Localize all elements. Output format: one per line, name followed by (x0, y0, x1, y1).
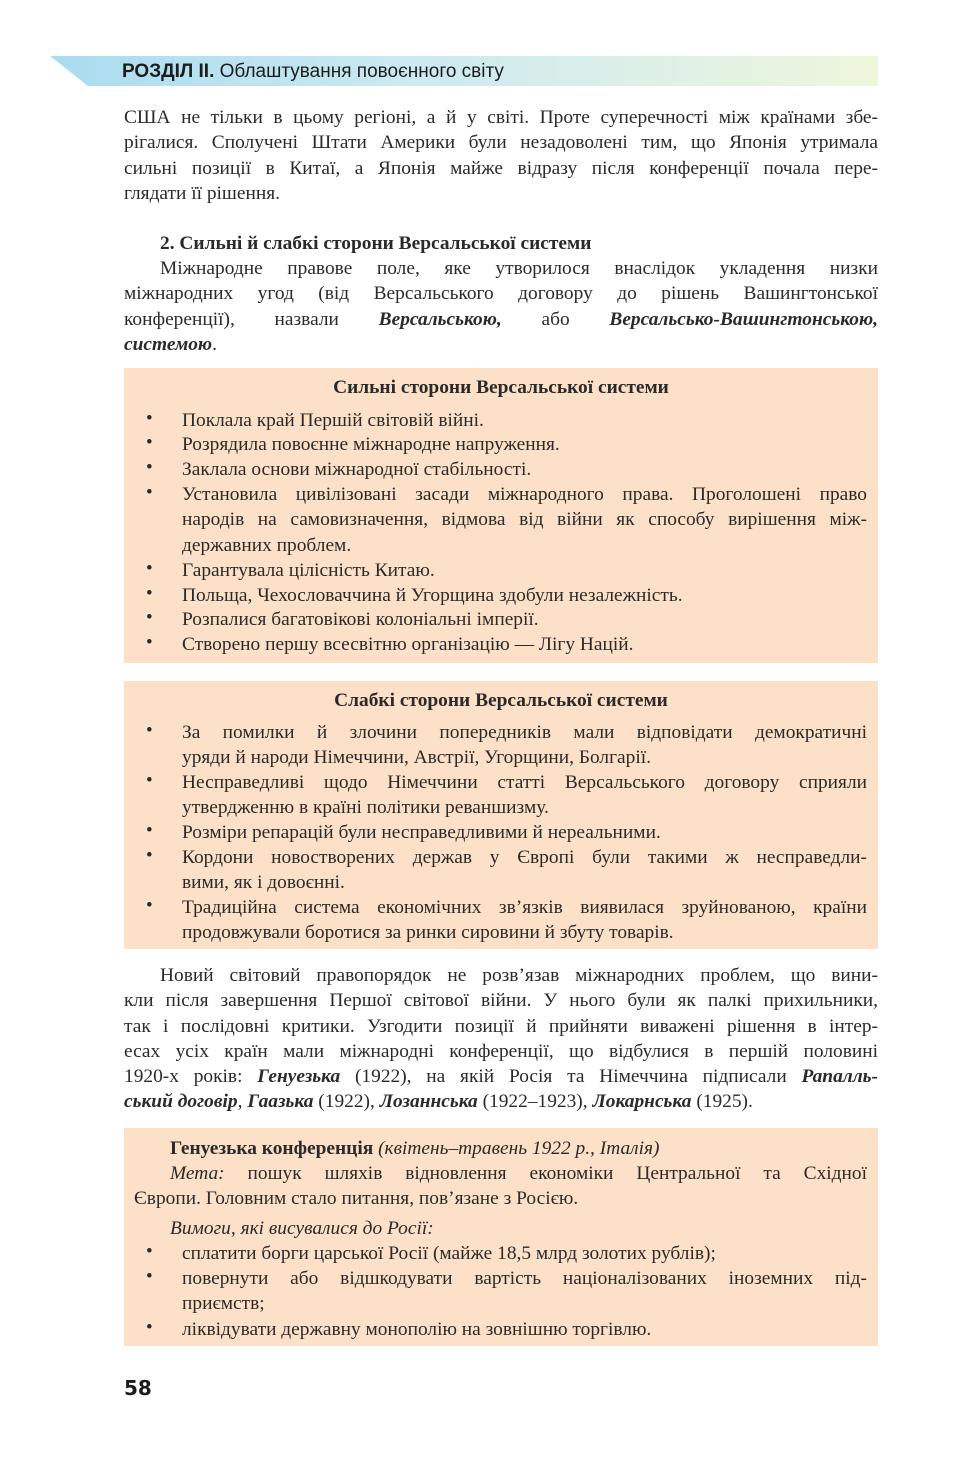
list-item-text (182, 482, 867, 558)
bullet-icon: • (146, 820, 153, 841)
text-line: міжнародних угод (від Версальського договору до рішень Вашингтонської (124, 283, 878, 305)
text-fragment: 1920-х років: (124, 1066, 258, 1088)
term-versailles: Версальською, (378, 308, 502, 330)
bullet-icon: • (146, 558, 153, 579)
page-number: 58 (124, 1376, 152, 1400)
text-line: кли після завершення Першої світової війни. У нього були як палкі прихильники, (124, 990, 878, 1012)
bullet-icon: • (146, 845, 153, 866)
text-fragment: або (501, 308, 610, 330)
list-item-text: ліквідувати державну монополію на зовнішню торгівлю. (182, 1319, 652, 1340)
bullet-icon: • (146, 632, 153, 653)
list-item-text: Гарантувала цілісність Китаю. (182, 560, 435, 581)
section-title: Облаштування повоєнного світу (219, 61, 504, 82)
text-line: продовжували боротися за ринки сировини й збуту товарів. (182, 922, 674, 944)
genoa-goal (134, 1161, 867, 1212)
genoa-title-note: (квітень–травень 1922 р., Італія) (378, 1138, 660, 1159)
text-line: вими, як і довоєнні. (182, 872, 345, 894)
list-item-text: Розрядила повоєнне міжнародне напруження. (182, 434, 560, 455)
bullet-icon: • (146, 720, 153, 741)
text-line: есах усіх країн мали міжнародні конференції, що відбулися в першій половині (124, 1040, 878, 1062)
text-line (124, 307, 878, 332)
term-versailles-washington: Версальсько-Вашингтонською, (609, 308, 878, 330)
text-fragment: (1922–1923), (477, 1091, 593, 1113)
demands-label-text: Вимоги, які висувалися до Росії: (170, 1218, 434, 1239)
section-label: РОЗДІЛ ІІ. (122, 61, 215, 82)
text-line: Кордони новостворених держав у Європі були такими ж несправедли- (182, 847, 867, 868)
text-line: повернути або відшкодувати вартість націоналізованих іноземних під- (182, 1268, 867, 1289)
text-line: народів на самовизначення, відмова від війни як способу вирішення між- (182, 509, 867, 531)
text-line: так і послідовні критики. Узгодити позиції й прийняти виважені рішення в інтер- (124, 1015, 878, 1037)
genoa-title-line (170, 1136, 867, 1161)
text-line (134, 1161, 867, 1186)
bullet-icon: • (146, 583, 153, 604)
term-locarno: Локарнська (592, 1091, 692, 1113)
text-fragment: конференції), назвали (124, 308, 339, 330)
text-line: Європи. Головним стало питання, пов’язане з Росією. (134, 1188, 579, 1210)
list-item-text: Поклала край Першій світовій війні. (182, 410, 484, 431)
text-line (124, 1089, 878, 1114)
term-hague: Гаазька (247, 1091, 314, 1113)
text-fragment: (1925). (691, 1091, 753, 1113)
demands-label (170, 1216, 867, 1241)
conferences-paragraph (124, 963, 878, 1115)
term-genoa: Генуезька (257, 1066, 341, 1088)
list-item-text: сплатити борги царської Росії (майже 18,5 млрд золотих рублів); (182, 1243, 716, 1264)
text-line: Міжнародне правове поле, яке утворилося внаслідок укладення низки (160, 258, 878, 279)
bullet-icon: • (146, 1317, 153, 1338)
text-fragment: , (237, 1091, 248, 1113)
bullet-icon: • (146, 770, 153, 791)
text-line: рігалися. Сполучені Штати Америки були незадоволені тим, що Японія утримала (124, 132, 878, 154)
term-lausanne: Лозаннська (379, 1091, 478, 1113)
text-line: Установила цивілізовані засади міжнародного права. Проголошені право (182, 484, 867, 505)
term-system: системою (124, 333, 213, 355)
text-fragment: (1922), (313, 1091, 380, 1113)
list-item-text: Розміри репарацій були несправедливими й нереальними. (182, 822, 661, 843)
text-line: Традиційна система економічних зв’язків виявилася зруйнованою, країни (182, 897, 867, 918)
strong-sides-title: Сильні сторони Версальської системи (333, 377, 669, 398)
list-item-text (182, 770, 867, 821)
text-line: сильні позиції в Китаї, а Японія майже відразу після конференції почала пере- (124, 157, 878, 179)
strong-sides-box (124, 368, 878, 663)
list-item-text (182, 720, 867, 771)
section2-paragraph (124, 256, 878, 357)
bullet-icon: • (146, 607, 153, 628)
bullet-icon: • (146, 432, 153, 453)
bullet-icon: • (146, 408, 153, 429)
section-header (122, 61, 504, 83)
text-fragment: пошук шляхів відновлення економіки Центральної та Східної (247, 1163, 867, 1184)
text-line: США не тільки в цьому регіоні, а й у світі. Проте суперечності між країнами збе- (124, 107, 878, 128)
section-heading: 2. Сильні й слабкі сторони Версальської системи (160, 233, 592, 254)
genoa-title: Генуезька конференція (170, 1138, 374, 1159)
text-line: утвердженню в країні політики реваншизму. (182, 797, 549, 819)
list-item-text: Розпалися багатовікові колоніальні імперії. (182, 609, 539, 630)
weak-sides-title: Слабкі сторони Версальської системи (334, 690, 668, 711)
text-line (124, 332, 878, 357)
bullet-icon: • (146, 482, 153, 503)
text-line: приємств; (182, 1293, 265, 1315)
weak-sides-box (124, 681, 878, 949)
genoa-conference-box (124, 1128, 878, 1346)
text-line (124, 1064, 878, 1089)
text-fragment: (1922), на якій Росія та Німеччина підписали (340, 1066, 802, 1088)
list-item-text: Польща, Чехословаччина й Угорщина здобули незалежність. (182, 585, 683, 606)
bullet-icon: • (146, 1241, 153, 1262)
term-rapallo-cont: ський договір (124, 1091, 238, 1113)
text-line: Новий світовий правопорядок не розв’язав міжнародних проблем, що вини- (160, 965, 878, 986)
text-fragment: . (212, 333, 217, 355)
list-item-text: Заклала основи міжнародної стабільності. (182, 459, 532, 480)
bullet-icon: • (146, 895, 153, 916)
text-line: глядати її рішення. (124, 182, 280, 204)
bullet-icon: • (146, 1266, 153, 1287)
term-rapallo: Рапалль- (801, 1066, 878, 1088)
list-item-text (182, 895, 867, 946)
intro-paragraph (124, 105, 878, 206)
bullet-icon: • (146, 457, 153, 478)
text-line: Несправедливі щодо Німеччини статті Версальського договору сприяли (182, 772, 867, 793)
text-line: За помилки й злочини попередників мали відповідати демократичні (182, 722, 867, 743)
text-line: уряди й народи Німеччини, Австрії, Угорщини, Болгарії. (182, 747, 651, 769)
text-line: державних проблем. (182, 534, 352, 556)
list-item-text (182, 1266, 867, 1317)
goal-label: Мета: (170, 1163, 225, 1184)
list-item-text: Створено першу всесвітню організацію — Лігу Націй. (182, 634, 634, 655)
list-item-text (182, 845, 867, 896)
